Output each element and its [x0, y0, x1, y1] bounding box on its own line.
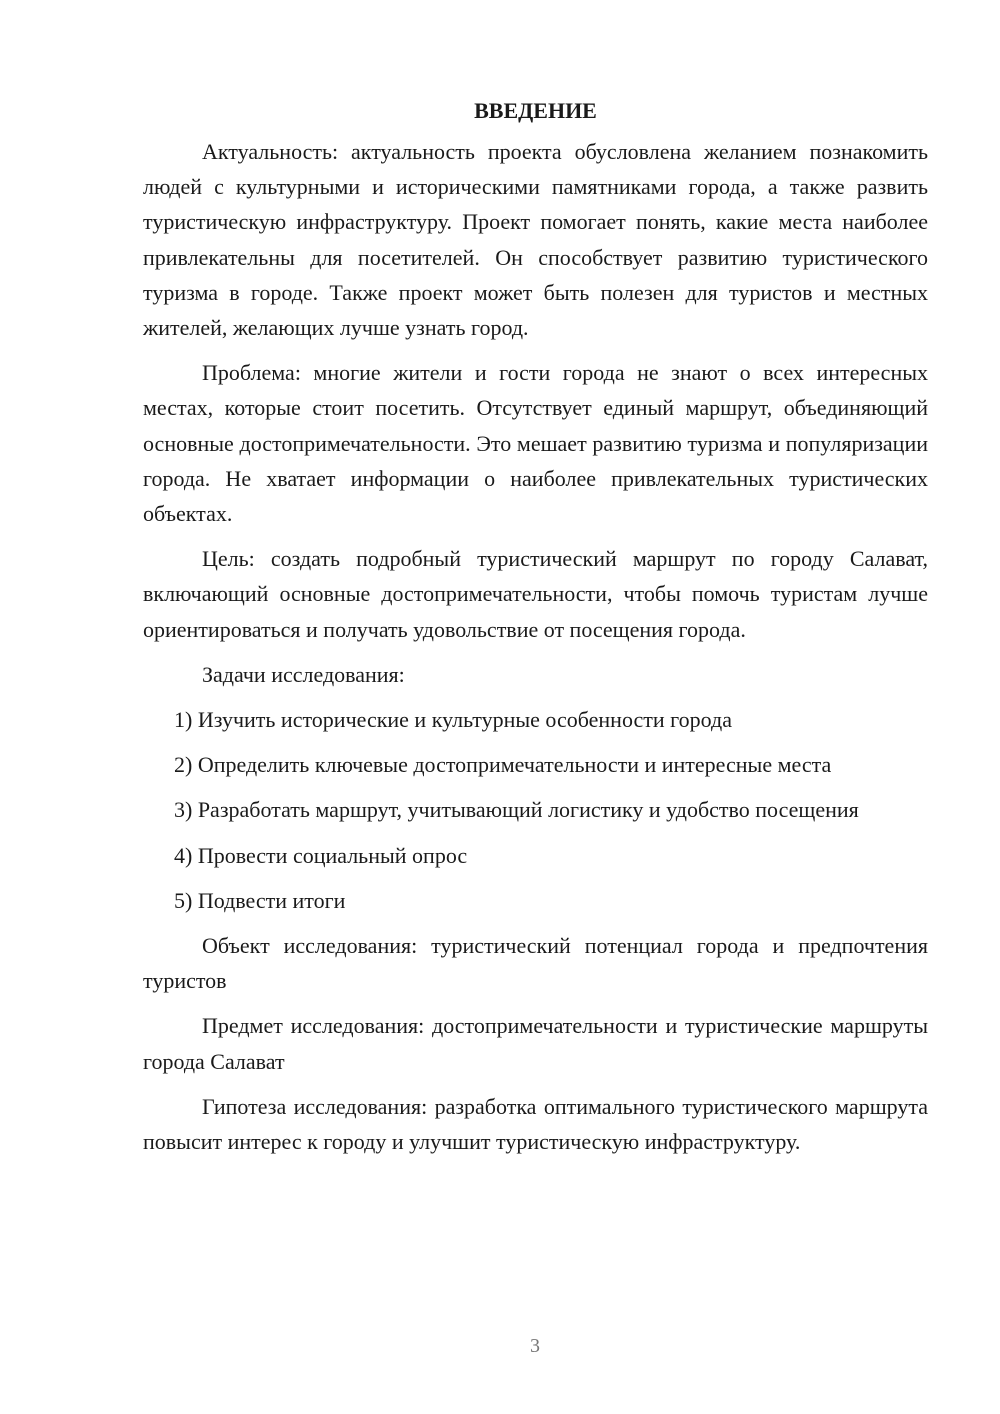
- page-number: 3: [530, 1335, 540, 1357]
- relevance-paragraph: Актуальность: актуальность проекта обусловлена желанием познакомить людей с культурными и историческими памятниками города, а также развить туристическую инфраструктуру. Проект помогает понять, какие места наиболее привлекательны для посетителей. Он способствует развитию туристического туризма в городе. Также проект может быть полезен для туристов и местных жителей, желающих лучше узнать город.: [143, 139, 928, 341]
- hypothesis-paragraph: Гипотеза исследования: разработка оптимального туристического маршрута повысит интерес к городу и улучшит туристическую инфраструктуру.: [143, 1093, 928, 1155]
- document-page: [143, 92, 928, 1169]
- subject-paragraph: Предмет исследования: достопримечательности и туристические маршруты города Салават: [143, 1013, 928, 1074]
- problem-paragraph: Проблема: многие жители и гости города не знают о всех интересных местах, которые стоит посетить. Отсутствует единый маршрут, объединяющий основные достопримечательности. Это мешает развитию туризма и популяризации города. Не хватает информации о наиболее привлекательных туристических объектах.: [143, 360, 928, 527]
- task-item-5: 5) Подвести итоги: [174, 887, 346, 913]
- task-item-2: 2) Определить ключевые достопримечательности и интересные места: [174, 752, 832, 778]
- task-item-1: 1) Изучить исторические и культурные особенности города: [174, 707, 732, 733]
- task-item-4: 4) Провести социальный опрос: [174, 842, 468, 868]
- task-item-3: 3) Разработать маршрут, учитывающий логистику и удобство посещения: [174, 797, 859, 823]
- goal-paragraph: Цель: создать подробный туристический маршрут по городу Салават, включающий основные достопримечательности, чтобы помочь туристам лучше ориентироваться и получать удовольствие от посещения города.: [143, 546, 928, 642]
- tasks-heading: Задачи исследования:: [202, 661, 405, 687]
- section-title: ВВЕДЕНИЕ: [474, 98, 597, 123]
- object-paragraph: Объект исследования: туристический потенциал города и предпочтения туристов: [143, 933, 928, 994]
